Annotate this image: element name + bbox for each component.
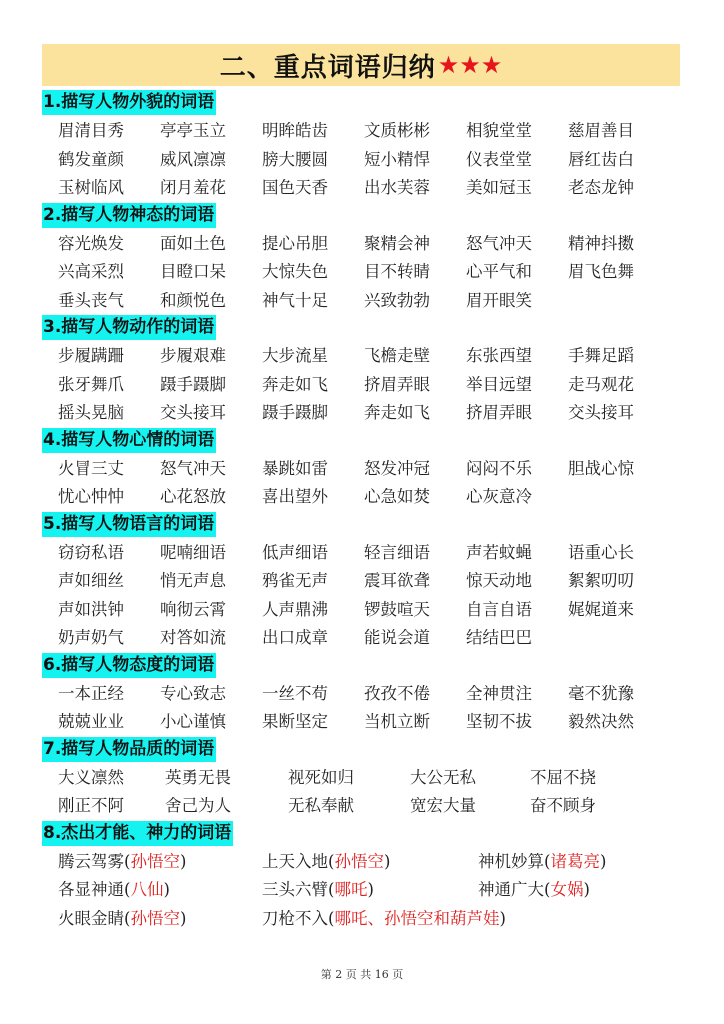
word-item: 兴致勃勃 (364, 290, 430, 310)
word-item: 挤眉弄眼 (364, 374, 430, 394)
word-item: 膀大腰圆 (262, 149, 328, 169)
word-item: 出口成章 (262, 628, 328, 647)
paren-open: ( (544, 880, 551, 899)
word-list (42, 230, 682, 316)
word-item: 宽宏大量 (410, 796, 476, 815)
word-item: 短小精悍 (364, 149, 430, 169)
word-item: 交头接耳 (160, 403, 226, 422)
word-item: 亭亭玉立 (160, 121, 226, 140)
word-item: 小心谨慎 (160, 712, 226, 731)
word-item: 慈眉善目 (568, 121, 634, 140)
section-heading: 1.描写人物外貌的词语 (42, 90, 216, 115)
word-item: 声如洪钟 (58, 599, 124, 619)
word-item: 闭月羞花 (160, 178, 226, 197)
paren-close: ) (599, 851, 607, 871)
vocabulary-sections (42, 90, 682, 933)
word-item: 走马观花 (568, 374, 634, 394)
section-6 (42, 653, 682, 737)
word-item: 精神抖擞 (568, 233, 634, 253)
word-item (262, 876, 478, 905)
word-item: 鹤发童颜 (58, 149, 124, 169)
character-note: 孙悟空 (130, 908, 180, 928)
section-4 (42, 428, 682, 512)
word-item: 奔走如飞 (262, 374, 328, 394)
word-item (478, 848, 678, 877)
word-item: 美如冠玉 (466, 178, 532, 197)
word-list (42, 455, 682, 512)
paren-open: ( (328, 851, 335, 871)
paren-open: ( (124, 851, 131, 871)
word-item: 奋不顾身 (530, 796, 596, 815)
paren-open: ( (124, 880, 131, 899)
word-item: 张牙舞爪 (58, 374, 124, 394)
idiom: 腾云驾雾 (58, 851, 124, 871)
character-note: 哪吒 (334, 880, 368, 899)
paren-close: ) (383, 851, 391, 871)
word-item: 面如土色 (160, 233, 226, 253)
word-item: 大惊失色 (262, 262, 328, 281)
word-item: 兴高采烈 (58, 262, 124, 281)
word-item: 蹑手蹑脚 (160, 374, 226, 394)
star-rating-icon: ★★★ (437, 51, 503, 79)
idiom: 火眼金睛 (58, 908, 124, 928)
word-item: 大公无私 (410, 767, 476, 787)
word-item: 惊天动地 (466, 571, 532, 590)
paren-open: ( (328, 908, 335, 928)
word-item: 明眸皓齿 (262, 121, 328, 140)
word-item: 专心致志 (160, 683, 226, 703)
word-item: 闷闷不乐 (466, 458, 532, 478)
word-item: 火冒三丈 (58, 458, 124, 478)
section-7 (42, 737, 682, 821)
word-item: 窃窃私语 (58, 542, 124, 562)
word-item: 响彻云霄 (160, 599, 226, 619)
idiom: 三头六臂 (262, 880, 328, 899)
word-item: 文质彬彬 (364, 121, 430, 140)
word-item: 飞檐走壁 (364, 346, 430, 365)
character-note: 孙悟空 (334, 851, 384, 871)
word-item: 暴跳如雷 (262, 458, 328, 478)
word-item: 刚正不阿 (58, 796, 124, 815)
word-item: 相貌堂堂 (466, 121, 532, 140)
word-item: 娓娓道来 (568, 599, 634, 619)
word-item: 轻言细语 (364, 542, 430, 562)
character-note: 八仙 (130, 880, 164, 899)
word-list (42, 342, 682, 428)
word-list (42, 539, 682, 653)
section-heading: 4.描写人物心情的词语 (42, 428, 216, 453)
word-item: 仪表堂堂 (466, 149, 532, 169)
page-title: 二、重点词语归纳 (219, 52, 436, 83)
word-item: 震耳欲聋 (364, 571, 430, 590)
word-item: 交头接耳 (568, 403, 634, 422)
word-item: 老态龙钟 (568, 178, 634, 197)
paren-open: ( (124, 908, 131, 928)
word-item: 垂头丧气 (58, 290, 124, 310)
word-item: 呢喃细语 (160, 542, 226, 562)
word-item: 全神贯注 (466, 683, 532, 703)
word-item: 举目远望 (466, 374, 532, 394)
page-footer: 第 2 页 共 16 页 (320, 968, 404, 981)
word-item: 出水芙蓉 (364, 178, 430, 197)
word-item: 自言自语 (466, 599, 532, 619)
word-item: 眉开眼笑 (466, 290, 532, 310)
word-item: 悄无声息 (160, 571, 226, 590)
section-heading: 5.描写人物语言的词语 (42, 512, 216, 537)
paren-close: ) (367, 880, 374, 899)
word-item: 唇红齿白 (568, 149, 634, 169)
word-item: 和颜悦色 (160, 290, 226, 310)
idiom: 神通广大 (478, 880, 544, 899)
word-item: 英勇无畏 (165, 767, 231, 787)
character-note: 诸葛亮 (550, 851, 600, 871)
word-item: 东张西望 (466, 346, 532, 365)
word-list (42, 764, 682, 821)
word-item: 无私奉献 (288, 796, 354, 815)
word-item: 目不转睛 (364, 262, 430, 281)
word-item: 奶声奶气 (58, 628, 124, 647)
word-item: 神气十足 (262, 290, 328, 310)
character-note: 女娲 (550, 880, 584, 899)
character-note: 孙悟空 (130, 851, 180, 871)
paren-open: ( (544, 851, 551, 871)
word-list (42, 680, 682, 737)
word-item: 孜孜不倦 (364, 683, 430, 703)
word-item: 目瞪口呆 (160, 262, 226, 281)
word-item: 胆战心惊 (568, 458, 634, 478)
idiom: 刀枪不入 (262, 908, 328, 928)
word-item (262, 905, 506, 934)
word-item: 国色天香 (262, 178, 328, 197)
section-8 (42, 821, 682, 934)
word-item: 不屈不挠 (530, 767, 596, 787)
word-item: 锣鼓喧天 (364, 599, 430, 619)
section-1 (42, 90, 682, 203)
word-item (262, 848, 478, 877)
word-item: 心花怒放 (160, 487, 226, 506)
word-item: 当机立断 (364, 712, 430, 731)
word-item: 对答如流 (160, 628, 226, 647)
paren-close: ) (499, 908, 506, 928)
paren-close: ) (179, 908, 187, 928)
word-item: 大义凛然 (58, 767, 124, 787)
word-item: 挤眉弄眼 (466, 403, 532, 422)
word-item: 奔走如飞 (364, 403, 430, 422)
section-heading: 3.描写人物动作的词语 (42, 315, 216, 340)
paren-close: ) (583, 880, 590, 899)
word-item: 一丝不苟 (262, 683, 328, 703)
word-list (42, 848, 682, 934)
character-note: 哪吒、孙悟空和葫芦娃 (334, 908, 500, 928)
section-5 (42, 512, 682, 653)
word-item: 威风凛凛 (160, 149, 226, 169)
word-item: 忧心忡忡 (58, 487, 124, 506)
word-item: 果断坚定 (262, 712, 328, 731)
section-heading: 6.描写人物态度的词语 (42, 653, 216, 678)
word-item: 声若蚊蝇 (466, 542, 532, 562)
idiom: 各显神通 (58, 880, 124, 899)
word-item: 坚韧不拔 (466, 712, 532, 731)
idiom: 神机妙算 (478, 851, 544, 871)
word-item: 舍己为人 (165, 796, 231, 815)
section-3 (42, 315, 682, 428)
section-heading: 8.杰出才能、神力的词语 (42, 821, 233, 846)
word-list (42, 117, 682, 203)
paren-close: ) (163, 880, 170, 899)
word-item: 心平气和 (466, 262, 532, 281)
section-heading: 2.描写人物神态的词语 (42, 203, 216, 228)
word-item: 心急如焚 (364, 487, 430, 506)
word-item: 一本正经 (58, 683, 124, 703)
word-item: 毅然决然 (568, 712, 634, 731)
word-item: 眉清目秀 (58, 121, 124, 140)
section-2 (42, 203, 682, 316)
word-item: 心灰意冷 (466, 487, 532, 506)
section-heading: 7.描写人物品质的词语 (42, 737, 216, 762)
paren-open: ( (328, 880, 335, 899)
word-item: 低声细语 (262, 542, 328, 562)
word-item (478, 876, 678, 905)
word-item (58, 848, 262, 877)
idiom: 上天入地 (262, 851, 328, 871)
word-item: 怒气冲天 (466, 233, 532, 253)
word-item: 怒发冲冠 (364, 458, 430, 478)
word-item: 手舞足蹈 (568, 346, 634, 365)
word-item: 玉树临风 (58, 178, 124, 197)
word-item: 大步流星 (262, 346, 328, 365)
word-item (58, 876, 262, 905)
word-item (58, 905, 262, 934)
word-item: 步履艰难 (160, 346, 226, 365)
word-item: 声如细丝 (58, 571, 124, 590)
word-item: 怒气冲天 (160, 458, 226, 478)
word-item: 眉飞色舞 (568, 262, 634, 281)
word-item: 提心吊胆 (262, 233, 328, 253)
word-item: 毫不犹豫 (568, 683, 634, 703)
word-item: 蹑手蹑脚 (262, 403, 328, 422)
word-item: 喜出望外 (262, 487, 328, 506)
word-item: 步履蹒跚 (58, 346, 124, 365)
word-item: 摇头晃脑 (58, 403, 124, 422)
paren-close: ) (179, 851, 187, 871)
word-item: 能说会道 (364, 628, 430, 647)
word-item: 人声鼎沸 (262, 599, 328, 619)
word-item: 语重心长 (568, 542, 634, 562)
word-item: 聚精会神 (364, 233, 430, 253)
word-item: 视死如归 (288, 767, 354, 787)
title-banner (42, 44, 680, 86)
word-item: 结结巴巴 (466, 628, 532, 647)
word-item: 鸦雀无声 (262, 571, 328, 590)
word-item: 容光焕发 (58, 233, 124, 253)
word-item: 兢兢业业 (58, 712, 124, 731)
word-item: 絮絮叨叨 (568, 571, 634, 590)
